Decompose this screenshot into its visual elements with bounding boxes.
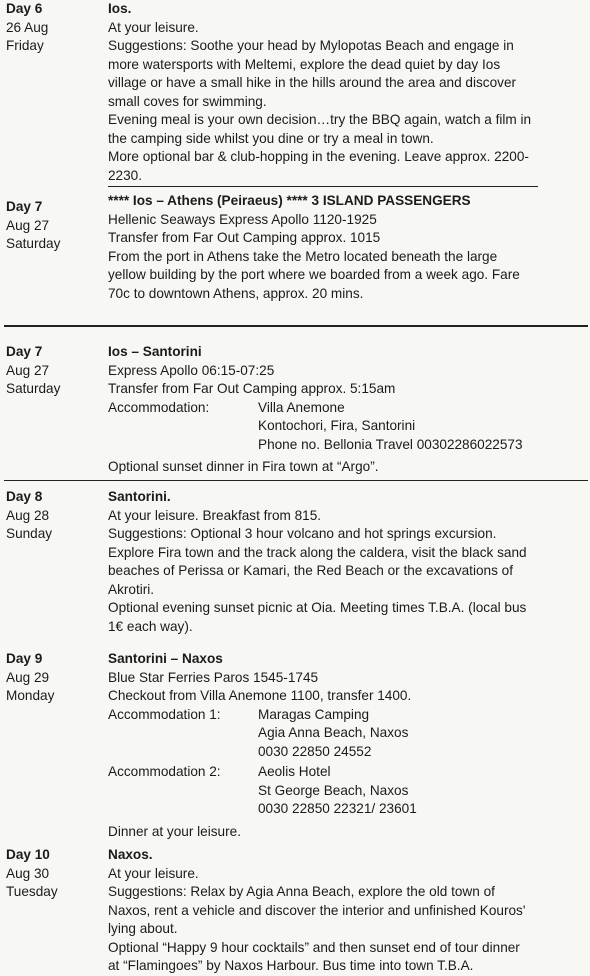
day-column	[6, 488, 101, 544]
day-number: Day 7	[6, 199, 43, 214]
accommodation-line: 0030 22850 24552	[258, 743, 372, 759]
day-column	[6, 198, 101, 254]
section-title: Ios – Santorini	[108, 344, 202, 359]
accommodation-line: Maragas Camping	[258, 706, 370, 722]
text-line: Hellenic Seaways Express Apollo 1120-1925	[108, 211, 377, 227]
text-line: Optional “Happy 9 hour cocktails” and then sunset end of tour dinner	[108, 939, 520, 955]
text-line: Optional evening sunset picnic at Oia. Meeting times T.B.A. (local bus	[108, 600, 527, 615]
accommodation-line: Villa Anemone	[258, 399, 345, 415]
day-date: Aug 27	[6, 217, 50, 233]
day-weekday: Friday	[6, 38, 44, 53]
text-line: At your leisure. Breakfast from 815.	[108, 507, 322, 523]
text-line: lying about.	[108, 921, 178, 936]
day-content	[108, 0, 586, 185]
accommodation-block	[108, 706, 586, 762]
accommodation-line: Aeolis Hotel	[258, 764, 331, 779]
day-date: Aug 29	[6, 669, 50, 685]
section-title: Naxos.	[108, 847, 153, 862]
day-content	[108, 650, 586, 841]
day-content	[108, 343, 586, 477]
day-column	[6, 343, 101, 399]
day-content	[108, 488, 586, 636]
day-date: Aug 28	[6, 507, 50, 523]
day-weekday: Sunday	[6, 526, 53, 541]
text-line: Suggestions: Optional 3 hour volcano and hot springs excursion.	[108, 526, 497, 541]
day-number: Day 9	[6, 651, 43, 666]
accommodation-line: Kontochori, Fira, Santorini	[258, 418, 416, 433]
accommodation-label: Accommodation 1:	[108, 706, 221, 722]
accommodation-line: Agia Anna Beach, Naxos	[258, 725, 409, 740]
day-number: Day 8	[6, 489, 43, 504]
text-line: more watersports with Meltemi, explore the dead quiet by day Ios	[108, 56, 501, 72]
text-line: Transfer from Far Out Camping approx. 1015	[108, 230, 381, 245]
day-date: Aug 27	[6, 362, 50, 378]
text-line: Evening meal is your own decision…try the BBQ again, watch a film in	[108, 112, 532, 127]
text-line: the camping side whilst you dine or try a meal in town.	[108, 130, 434, 146]
day-weekday: Saturday	[6, 381, 61, 396]
accommodation-details	[258, 399, 586, 455]
text-line: Blue Star Ferries Paros 1545-1745	[108, 669, 319, 685]
day-number: Day 6	[6, 1, 43, 16]
text-line: Suggestions: Relax by Agia Anna Beach, explore the old town of	[108, 884, 495, 899]
day-column	[6, 846, 101, 902]
text-line: Express Apollo 06:15-07:25	[108, 362, 275, 378]
day-column	[6, 0, 101, 56]
section-title: **** Ios – Athens (Peiraeus) **** 3 ISLAND PASSENGERS	[108, 193, 471, 208]
text-line: From the port in Athens take the Metro located beneath the large	[108, 248, 498, 264]
accommodation-block	[108, 763, 586, 819]
section-divider	[4, 480, 588, 481]
text-line: Dinner at your leisure.	[108, 823, 241, 839]
text-line: 70c to downtown Athens, approx. 20 mins.	[108, 285, 364, 301]
day-column	[6, 650, 101, 706]
text-line: Explore Fira town and the track along the caldera, visit the black sand	[108, 544, 527, 560]
section-divider	[108, 186, 538, 187]
accommodation-line: St George Beach, Naxos	[258, 782, 409, 798]
text-line: Optional sunset dinner in Fira town at “Argo”.	[108, 459, 379, 474]
section-title: Santorini.	[108, 489, 171, 504]
text-line: At your leisure.	[108, 865, 199, 881]
day-number: Day 10	[6, 847, 50, 862]
text-line: yellow building by the port where we boarded from a week ago. Fare	[108, 267, 520, 282]
text-line: 2230.	[108, 167, 143, 183]
accommodation-line: 0030 22850 22321/ 23601	[258, 801, 417, 816]
accommodation-details	[258, 763, 586, 819]
text-line: More optional bar & club-hopping in the evening. Leave approx. 2200-	[108, 149, 529, 164]
day-content	[108, 846, 586, 976]
text-line: Checkout from Villa Anemone 1100, transfer 1400.	[108, 688, 412, 703]
section-divider	[4, 325, 588, 327]
text-line: beaches of Perissa or Kamari, the Red Beach or the excavations of	[108, 563, 514, 578]
text-line: Akrotiri.	[108, 581, 155, 597]
accommodation-label: Accommodation:	[108, 399, 210, 415]
day-weekday: Saturday	[6, 236, 61, 251]
text-line: 1€ each way).	[108, 618, 193, 634]
accommodation-details	[258, 706, 586, 762]
text-line: Transfer from Far Out Camping approx. 5:15am	[108, 381, 396, 396]
text-line: Naxos, rent a vehicle and discover the interior and unfinished Kouros'	[108, 902, 526, 918]
day-date: Aug 30	[6, 865, 50, 881]
day-weekday: Monday	[6, 688, 55, 703]
accommodation-block	[108, 399, 586, 455]
accommodation-label: Accommodation 2:	[108, 764, 221, 779]
accommodation-line: Phone no. Bellonia Travel 00302286022573	[258, 436, 523, 452]
section-title: Ios.	[108, 1, 132, 16]
text-line: At your leisure.	[108, 19, 199, 35]
text-line: at “Flamingoes” by Naxos Harbour. Bus time into town T.B.A.	[108, 958, 474, 973]
text-line: Suggestions: Soothe your head by Mylopotas Beach and engage in	[108, 38, 514, 53]
day-weekday: Tuesday	[6, 884, 58, 899]
day-content	[108, 192, 586, 303]
text-line: small coves for swimming.	[108, 93, 267, 109]
day-date: 26 Aug	[6, 19, 49, 35]
day-number: Day 7	[6, 344, 43, 359]
section-title: Santorini – Naxos	[108, 651, 223, 666]
text-line: village or have a small hike in the hills around the area and discover	[108, 75, 517, 90]
